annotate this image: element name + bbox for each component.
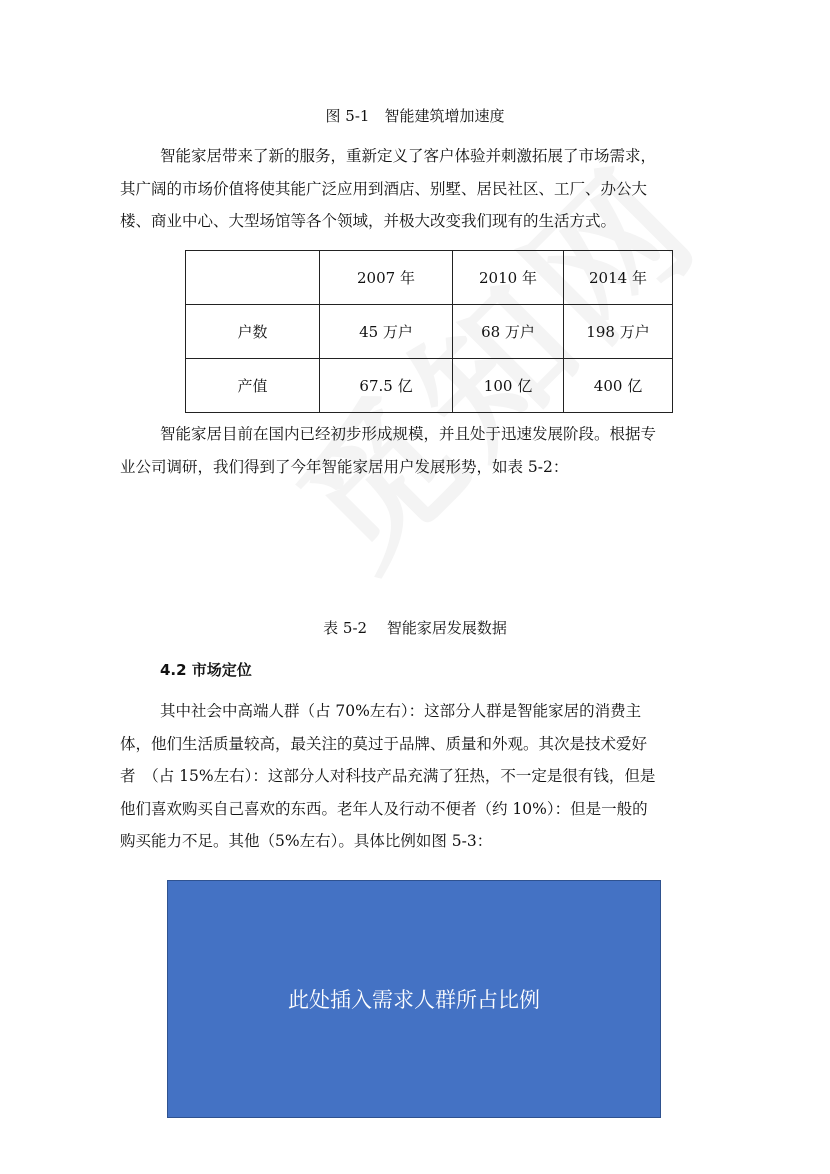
paragraph-line: 业公司调研，我们得到了今年智能家居用户发展形势，如表 5-2：	[120, 457, 569, 476]
paragraph-line: 购买能力不足。其他（5%左右）。具体比例如图 5-3：	[120, 832, 493, 850]
table-header-cell: 2010 年	[453, 251, 564, 305]
table-row	[186, 359, 673, 413]
chart-placeholder-box	[167, 880, 661, 1118]
paragraph-2	[120, 418, 680, 483]
table-header-cell: 2007 年	[320, 251, 453, 305]
paragraph-line: 他们喜欢购买自己喜欢的东西。老年人及行动不便者（约 10%）：但是一般的	[120, 799, 648, 818]
table-header-cell	[186, 251, 320, 305]
paragraph-line: 体，他们生活质量较高，最关注的莫过于品牌、质量和外观。其次是技术爱好	[120, 734, 648, 753]
table-row	[186, 305, 673, 359]
table-cell: 68 万户	[453, 305, 564, 359]
table-cell: 产值	[186, 359, 320, 413]
paragraph-line: 者 （占 15%左右）：这部分人对科技产品充满了狂热，不一定是很有钱，但是	[120, 767, 656, 785]
table-caption: 表 5-2 智能家居发展数据	[323, 619, 507, 637]
table-cell: 400 亿	[564, 359, 673, 413]
paragraph-line: 智能家居带来了新的服务，重新定义了客户体验并刺激拓展了市场需求，	[160, 147, 657, 165]
section-heading: 4.2 市场定位	[160, 661, 252, 679]
paragraph-1	[120, 140, 680, 238]
table-cell: 100 亿	[453, 359, 564, 413]
paragraph-line: 其广阔的市场价值将使其能广泛应用到酒店、别墅、居民社区、工厂、办公大	[120, 179, 648, 198]
paragraph-line: 其中社会中高端人群（占 70%左右）：这部分人群是智能家居的消费主	[160, 702, 642, 720]
paragraph-line: 楼、商业中心、大型场馆等各个领域，并极大改变我们现有的生活方式。	[120, 212, 617, 230]
data-table	[185, 250, 673, 413]
table-cell: 45 万户	[320, 305, 453, 359]
paragraph-3	[120, 695, 680, 858]
table-cell: 67.5 亿	[320, 359, 453, 413]
table-header-row	[186, 251, 673, 305]
table-cell: 198 万户	[564, 305, 673, 359]
paragraph-line: 智能家居目前在国内已经初步形成规模，并且处于迅速发展阶段。根据专	[160, 425, 657, 443]
table-header-cell: 2014 年	[564, 251, 673, 305]
table-cell: 户数	[186, 305, 320, 359]
placeholder-text: 此处插入需求人群所占比例	[288, 988, 540, 1012]
figure-caption: 图 5-1 智能建筑增加速度	[325, 107, 505, 125]
